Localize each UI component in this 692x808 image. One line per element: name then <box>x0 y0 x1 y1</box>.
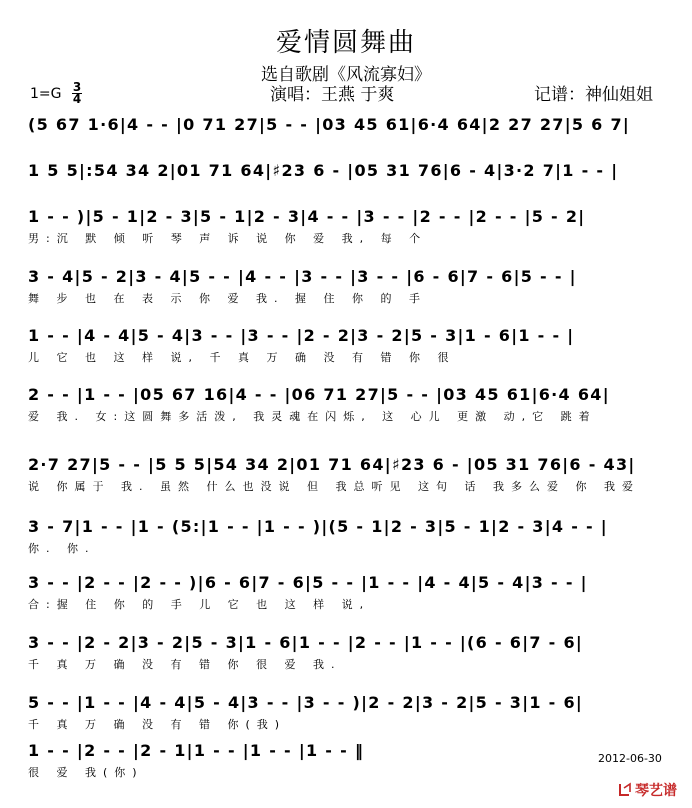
notes-line: 3 - - |2 - - |2 - - )|6 - 6|7 - 6|5 - - |1 - - |4 - 4|5 - 4|3 - - | <box>28 573 588 592</box>
lyrics-line: 很 爱 我(你) <box>28 766 144 779</box>
song-subtitle: 选自歌剧《风流寡妇》 <box>261 65 431 85</box>
score-system <box>28 572 670 612</box>
score-system <box>28 454 670 494</box>
notes-line: 2 - - |1 - - |05 67 16|4 - - |06 71 27|5 - - |03 45 61|6·4 64| <box>28 385 610 404</box>
key-signature: 1=G <box>30 86 62 102</box>
score-system <box>28 516 670 556</box>
time-signature-top: 3 <box>72 80 82 94</box>
lyrics-line: 你. 你. <box>28 542 96 555</box>
score-system <box>28 692 670 732</box>
notes-line: 5 - - |1 - - |4 - 4|5 - 4|3 - - |3 - - )|2 - 2|3 - 2|5 - 3|1 - 6| <box>28 693 584 712</box>
singers: 演唱：王燕 于爽 <box>270 85 395 105</box>
transcription-date: 2012-06-30 <box>598 752 662 765</box>
score-system <box>28 160 670 182</box>
lyrics-line: 千 真 万 确 没 有 错 你(我) <box>28 718 287 731</box>
lyrics-line: 合:握 住 你 的 手 儿 它 也 这 样 说, <box>28 598 371 611</box>
notes-line: (5 67 1·6|4 - - |0 71 27|5 - - |03 45 61|6·4 64|2 27 27|5 6 7| <box>28 115 631 134</box>
lyrics-line: 说 你属于 我. 虽然 什么也没说 但 我总听见 这句 话 我多么爱 你 我爱 <box>28 480 640 493</box>
notes-line: 1 5 5|:54 34 2|01 71 64|♯23 6 - |05 31 76|6 - 4|3·2 7|1 - - | <box>28 161 619 180</box>
song-title: 爱情圆舞曲 <box>275 28 416 58</box>
lyrics-line: 千 真 万 确 没 有 错 你 很 爱 我. <box>28 658 342 671</box>
time-signature-bottom: 4 <box>72 92 82 106</box>
lyrics-line: 舞 步 也 在 表 示 你 爱 我. 握 住 你 的 手 <box>28 292 427 305</box>
lyrics-line: 儿 它 也 这 样 说, 千 真 万 确 没 有 错 你 很 <box>28 351 456 364</box>
notes-line: 3 - 4|5 - 2|3 - 4|5 - - |4 - - |3 - - |3 - - |6 - 6|7 - 6|5 - - | <box>28 267 577 286</box>
music-note-logo-icon <box>618 782 632 798</box>
lyrics-line: 爱 我. 女:这圆舞多活泼, 我灵魂在闪烁, 这 心儿 更激 动,它 跳着 <box>28 410 597 423</box>
score-system <box>28 632 670 672</box>
score-system <box>28 325 670 365</box>
score-system <box>28 206 670 246</box>
score-system <box>28 266 670 306</box>
notes-line: 2·7 27|5 - - |5 5 5|54 34 2|01 71 64|♯23 6 - |05 31 76|6 - 43| <box>28 455 636 474</box>
notes-line: 1 - - )|5 - 1|2 - 3|5 - 1|2 - 3|4 - - |3 - - |2 - - |2 - - |5 - 2| <box>28 207 586 226</box>
site-logo-text: 琴艺谱 <box>635 783 677 799</box>
notes-line: 1 - - |2 - - |2 - 1|1 - - |1 - - |1 - - ‖ <box>28 741 365 760</box>
score-system <box>28 384 670 424</box>
score-system <box>28 740 670 780</box>
notes-line: 1 - - |4 - 4|5 - 4|3 - - |3 - - |2 - 2|3 - 2|5 - 3|1 - 6|1 - - | <box>28 326 575 345</box>
site-logo <box>618 780 677 800</box>
lyrics-line: 男:沉 默 倾 听 琴 声 诉 说 你 爱 我, 每 个 <box>28 232 428 245</box>
notes-line: 3 - - |2 - 2|3 - 2|5 - 3|1 - 6|1 - - |2 - - |1 - - |(6 - 6|7 - 6| <box>28 633 584 652</box>
notes-line: 3 - 7|1 - - |1 - (5:|1 - - |1 - - )|(5 - 1|2 - 3|5 - 1|2 - 3|4 - - | <box>28 517 608 536</box>
transcriber: 记谱：神仙姐姐 <box>534 85 653 105</box>
score-system <box>28 114 670 136</box>
time-signature <box>72 82 82 105</box>
